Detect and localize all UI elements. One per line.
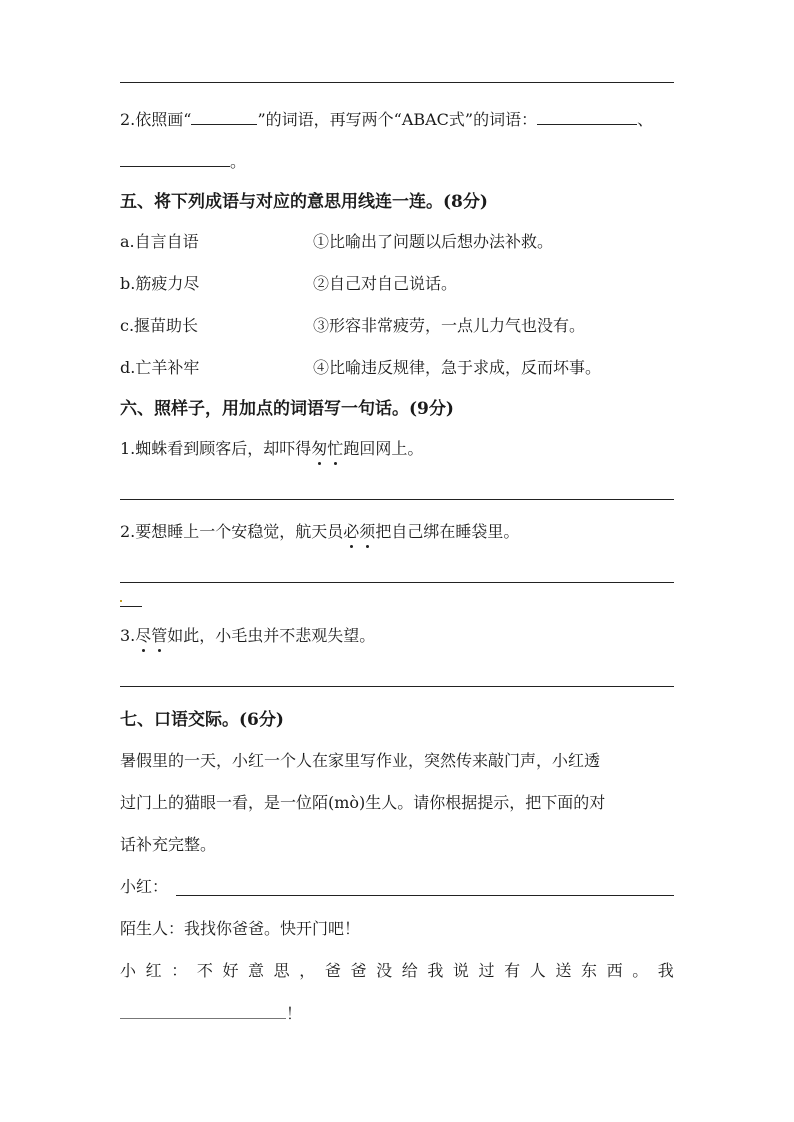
spaced-char: 小 [120, 961, 137, 980]
spaced-char: 思 [273, 961, 290, 980]
spaced-char: 有 [504, 961, 521, 980]
q6-sentence-3 [120, 625, 375, 647]
spaced-char: 意 [248, 961, 265, 980]
spaced-char: 人 [529, 961, 546, 980]
sentence-text: 如此，小毛虫并不悲观失望。 [167, 626, 376, 645]
dotted-char: 须 [359, 522, 376, 541]
q5-meaning-1: ①比喻出了问题以后想办法补救。 [313, 232, 554, 251]
idiom-label: b.筋疲力尽 [120, 274, 200, 293]
spaced-char: 过 [478, 961, 495, 980]
spaced-char: 爸 [350, 961, 367, 980]
spaced-char: 我 [427, 961, 444, 980]
sentence-text: 3. [120, 626, 136, 645]
q7-heading: 七、口语交际。(6分) [120, 710, 284, 730]
q4-item2-middle: ”的词语，再写两个“ABAC式”的词语： [257, 110, 538, 129]
end-mark: ！ [286, 1004, 303, 1023]
q4-blank-sample[interactable] [191, 108, 257, 125]
q4-item2-prefix: 2.依照画“ [120, 110, 192, 129]
idiom-label: d.亡羊补牢 [120, 358, 200, 377]
q5-meaning-3: ③形容非常疲劳，一点儿力气也没有。 [313, 316, 586, 335]
sentence-text: 2.要想睡上一个安稳觉，航天员 [120, 522, 344, 541]
q4-item2-sep: 、 [637, 110, 654, 129]
q4-item2-end: 。 [230, 152, 247, 171]
spaced-char: 没 [376, 961, 393, 980]
spaced-char: 红 [145, 961, 162, 980]
q6-sentence-1 [120, 438, 423, 460]
q5-row-b [120, 273, 199, 295]
spaced-char: 好 [222, 961, 239, 980]
q7-xiaohong-2-cont [120, 1002, 302, 1025]
spaced-char: 西 [606, 961, 623, 980]
sentence-text: 跑回网上。 [343, 439, 424, 458]
q5-row-c [120, 315, 198, 337]
stray-dash [120, 606, 142, 607]
q7-para-line-3: 话补充完整。 [120, 835, 217, 854]
idiom-label: c.揠苗助长 [120, 316, 199, 335]
q6-sentence-2 [120, 521, 519, 543]
spaced-char: ： [171, 961, 188, 980]
spaced-char: 东 [580, 961, 597, 980]
q5-meaning-2: ②自己对自己说话。 [313, 274, 458, 293]
dotted-char: 管 [151, 626, 168, 645]
spaced-char: 不 [196, 961, 213, 980]
q6-heading: 六、照样子，用加点的词语写一句话。(9分) [120, 399, 454, 419]
q7-para-line-1: 暑假里的一天，小红一个人在家里写作业，突然传来敲门声，小红透 [120, 751, 601, 770]
q5-row-d [120, 357, 199, 379]
speaker-label: 小红： [120, 877, 169, 896]
q7-xiaohong-2 [120, 960, 674, 982]
q5-meaning-4: ④比喻违反规律，急于求成，反而坏事。 [313, 358, 602, 377]
q4-blank-1[interactable] [537, 108, 637, 125]
dotted-char: 匆 [311, 439, 328, 458]
q4-item2-cont [120, 150, 246, 173]
sentence-text: 把自己绑在睡袋里。 [375, 522, 520, 541]
answer-line-xiaohong-1[interactable] [176, 895, 674, 896]
spaced-char: 给 [401, 961, 418, 980]
q7-stranger: 陌生人：我找你爸爸。快开门吧！ [120, 919, 361, 938]
spaced-char: 说 [452, 961, 469, 980]
spaced-char: 我 [657, 961, 674, 980]
answer-line-q6-3[interactable] [120, 686, 674, 687]
spaced-char: ， [299, 961, 316, 980]
dotted-char: 忙 [327, 439, 344, 458]
answer-blank-xiaohong-2[interactable] [120, 1002, 286, 1019]
spaced-char: 爸 [324, 961, 341, 980]
stray-mark [120, 600, 122, 602]
dotted-char: 必 [343, 522, 360, 541]
spaced-char: 送 [555, 961, 572, 980]
idiom-label: a.自言自语 [120, 232, 199, 251]
q5-row-a [120, 231, 199, 253]
answer-line-q6-2[interactable] [120, 582, 674, 583]
q7-xiaohong-1 [120, 876, 168, 898]
q7-para-line-2: 过门上的猫眼一看，是一位陌(mò)生人。请你根据提示，把下面的对 [120, 793, 606, 812]
spaced-char: 。 [632, 961, 649, 980]
q4-item2 [120, 108, 653, 131]
sentence-text: 1.蜘蛛看到顾客后，却吓得 [120, 439, 312, 458]
q5-heading: 五、将下列成语与对应的意思用线连一连。(8分) [120, 192, 488, 212]
answer-line-q6-1[interactable] [120, 499, 674, 500]
dotted-char: 尽 [135, 626, 152, 645]
answer-line-top[interactable] [120, 82, 674, 83]
q4-blank-2[interactable] [120, 150, 230, 167]
